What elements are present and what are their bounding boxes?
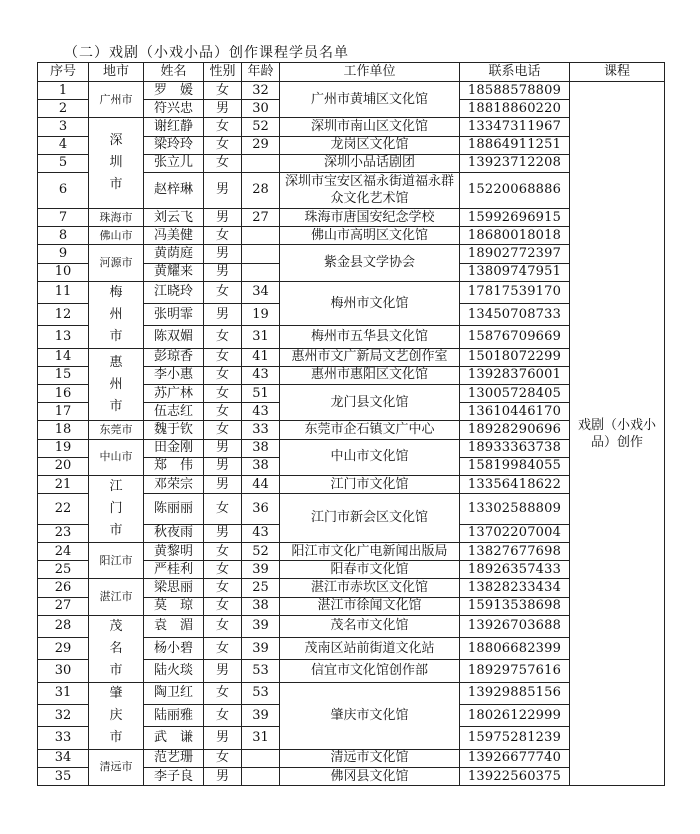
city-cell: 清远市: [89, 749, 144, 785]
row-phone: 13356418622: [460, 476, 570, 494]
row-phone: 18806682399: [460, 638, 570, 660]
row-gender: 女: [204, 615, 242, 637]
row-age: 41: [242, 348, 280, 366]
unit-cell: 江门市文化馆: [280, 476, 460, 494]
row-no: 12: [38, 304, 89, 326]
row-name: 刘云飞: [144, 208, 204, 226]
header-phone: 联系电话: [460, 63, 570, 82]
row-phone: 15018072299: [460, 348, 570, 366]
city-cell: 珠海市: [89, 208, 144, 226]
row-no: 3: [38, 118, 89, 136]
row-no: 31: [38, 682, 89, 704]
row-name: 陆火琰: [144, 660, 204, 682]
header-city: 地市: [89, 63, 144, 82]
row-gender: 女: [204, 597, 242, 615]
row-age: 53: [242, 660, 280, 682]
row-age: 31: [242, 727, 280, 749]
row-gender: 女: [204, 136, 242, 154]
row-gender: 男: [204, 172, 242, 208]
row-gender: 男: [204, 100, 242, 118]
row-gender: 女: [204, 118, 242, 136]
row-no: 8: [38, 227, 89, 245]
unit-cell: 茂名市文化馆: [280, 615, 460, 637]
row-age: 44: [242, 476, 280, 494]
row-name: 冯美健: [144, 227, 204, 245]
row-phone: 13926677740: [460, 749, 570, 767]
header-row: [38, 63, 665, 82]
row-age: [242, 227, 280, 245]
row-gender: 女: [204, 421, 242, 439]
row-name: 田金刚: [144, 439, 204, 457]
row-no: 13: [38, 326, 89, 348]
row-age: 34: [242, 281, 280, 303]
unit-cell: 茂南区站前街道文化站: [280, 638, 460, 660]
row-name: 莫 琼: [144, 597, 204, 615]
row-name: 陶卫红: [144, 682, 204, 704]
row-name: 杨小碧: [144, 638, 204, 660]
row-phone: 18926357433: [460, 561, 570, 579]
unit-cell: 梅州市五华县文化馆: [280, 326, 460, 348]
row-no: 6: [38, 172, 89, 208]
row-phone: 13929885156: [460, 682, 570, 704]
row-name: 伍志红: [144, 403, 204, 421]
row-name: 谢红静: [144, 118, 204, 136]
row-age: 29: [242, 136, 280, 154]
row-phone: 18026122999: [460, 705, 570, 727]
row-phone: 15819984055: [460, 457, 570, 475]
row-phone: 13923712208: [460, 154, 570, 172]
row-phone: 18933363738: [460, 439, 570, 457]
row-name: 黄耀来: [144, 263, 204, 281]
row-phone: 15220068886: [460, 172, 570, 208]
header-name: 姓名: [144, 63, 204, 82]
row-phone: 15992696915: [460, 208, 570, 226]
unit-cell: 东莞市企石镇文广中心: [280, 421, 460, 439]
unit-cell: 江门市新会区文化馆: [280, 494, 460, 543]
row-name: 郑 伟: [144, 457, 204, 475]
row-name: 陈丽丽: [144, 494, 204, 525]
unit-cell: 中山市文化馆: [280, 439, 460, 475]
row-age: 19: [242, 304, 280, 326]
row-phone: 18680018018: [460, 227, 570, 245]
table-row: [38, 82, 665, 100]
unit-cell: 深圳市宝安区福永街道福永群众文化艺术馆: [280, 172, 460, 208]
row-gender: 男: [204, 439, 242, 457]
row-name: 张立儿: [144, 154, 204, 172]
city-cell: 江 门 市: [89, 476, 144, 543]
row-no: 34: [38, 749, 89, 767]
row-name: 黄黎明: [144, 543, 204, 561]
row-age: 38: [242, 457, 280, 475]
row-gender: 女: [204, 403, 242, 421]
row-gender: 女: [204, 749, 242, 767]
row-gender: 女: [204, 561, 242, 579]
header-gender: 性别: [204, 63, 242, 82]
row-age: [242, 263, 280, 281]
row-gender: 女: [204, 385, 242, 403]
unit-cell: 惠州市惠阳区文化馆: [280, 366, 460, 384]
city-cell: 深 圳 市: [89, 118, 144, 209]
row-no: 33: [38, 727, 89, 749]
row-phone: 15913538698: [460, 597, 570, 615]
city-cell: 惠 州 市: [89, 348, 144, 421]
row-phone: 13809747951: [460, 263, 570, 281]
row-no: 4: [38, 136, 89, 154]
row-age: 39: [242, 705, 280, 727]
row-age: 51: [242, 385, 280, 403]
row-name: 陆丽雅: [144, 705, 204, 727]
row-name: 张明霏: [144, 304, 204, 326]
header-age: 年龄: [242, 63, 280, 82]
row-gender: 女: [204, 154, 242, 172]
row-age: 53: [242, 682, 280, 704]
row-gender: 男: [204, 457, 242, 475]
unit-cell: 清远市文化馆: [280, 749, 460, 767]
row-no: 19: [38, 439, 89, 457]
unit-cell: 紫金县文学协会: [280, 245, 460, 281]
row-no: 30: [38, 660, 89, 682]
row-name: 范艺珊: [144, 749, 204, 767]
unit-cell: 珠海市唐国安纪念学校: [280, 208, 460, 226]
city-cell: 东莞市: [89, 421, 144, 439]
row-age: 36: [242, 494, 280, 525]
row-no: 7: [38, 208, 89, 226]
row-gender: 男: [204, 660, 242, 682]
row-gender: 女: [204, 579, 242, 597]
row-age: 52: [242, 543, 280, 561]
unit-cell: 信宜市文化馆创作部: [280, 660, 460, 682]
row-age: 39: [242, 615, 280, 637]
row-phone: 17817539170: [460, 281, 570, 303]
row-gender: 男: [204, 304, 242, 326]
unit-cell: 肇庆市文化馆: [280, 682, 460, 749]
row-name: 武 谦: [144, 727, 204, 749]
row-no: 10: [38, 263, 89, 281]
row-age: 39: [242, 561, 280, 579]
unit-cell: 佛山市高明区文化馆: [280, 227, 460, 245]
unit-cell: 广州市黄埔区文化馆: [280, 82, 460, 118]
row-no: 17: [38, 403, 89, 421]
city-cell: 湛江市: [89, 579, 144, 615]
row-phone: 13926703688: [460, 615, 570, 637]
row-phone: 15975281239: [460, 727, 570, 749]
row-name: 符兴忠: [144, 100, 204, 118]
course-cell: 戏剧（小戏小品）创作: [570, 82, 665, 786]
unit-cell: 梅州市文化馆: [280, 281, 460, 326]
row-gender: 男: [204, 208, 242, 226]
row-no: 18: [38, 421, 89, 439]
row-phone: 13005728405: [460, 385, 570, 403]
row-name: 黄荫庭: [144, 245, 204, 263]
row-name: 秋夜雨: [144, 524, 204, 542]
row-gender: 女: [204, 366, 242, 384]
row-age: 28: [242, 172, 280, 208]
row-phone: 13302588809: [460, 494, 570, 525]
row-phone: 18588578809: [460, 82, 570, 100]
row-age: [242, 767, 280, 785]
unit-cell: 阳春市文化馆: [280, 561, 460, 579]
city-cell: 佛山市: [89, 227, 144, 245]
row-no: 35: [38, 767, 89, 785]
row-no: 23: [38, 524, 89, 542]
row-no: 1: [38, 82, 89, 100]
row-age: 38: [242, 439, 280, 457]
row-no: 14: [38, 348, 89, 366]
row-age: 52: [242, 118, 280, 136]
row-no: 15: [38, 366, 89, 384]
row-name: 袁 湄: [144, 615, 204, 637]
row-phone: 13347311967: [460, 118, 570, 136]
row-no: 27: [38, 597, 89, 615]
row-gender: 女: [204, 705, 242, 727]
row-phone: 18864911251: [460, 136, 570, 154]
row-no: 29: [38, 638, 89, 660]
row-phone: 18818860220: [460, 100, 570, 118]
row-phone: 13922560375: [460, 767, 570, 785]
row-gender: 女: [204, 494, 242, 525]
row-age: [242, 154, 280, 172]
row-age: 31: [242, 326, 280, 348]
row-phone: 13827677698: [460, 543, 570, 561]
row-phone: 13928376001: [460, 366, 570, 384]
row-gender: 男: [204, 727, 242, 749]
row-no: 25: [38, 561, 89, 579]
unit-cell: 湛江市赤坎区文化馆: [280, 579, 460, 597]
row-gender: 女: [204, 82, 242, 100]
city-cell: 肇 庆 市: [89, 682, 144, 749]
student-roster-table: [37, 62, 665, 786]
row-age: 43: [242, 403, 280, 421]
row-name: 陈双媚: [144, 326, 204, 348]
row-age: 33: [242, 421, 280, 439]
row-gender: 男: [204, 263, 242, 281]
row-gender: 女: [204, 682, 242, 704]
header-course: 课程: [570, 63, 665, 82]
row-name: 李小惠: [144, 366, 204, 384]
row-no: 24: [38, 543, 89, 561]
unit-cell: 龙岗区文化馆: [280, 136, 460, 154]
row-gender: 男: [204, 245, 242, 263]
row-phone: 13610446170: [460, 403, 570, 421]
unit-cell: 惠州市文广新局文艺创作室: [280, 348, 460, 366]
city-cell: 阳江市: [89, 543, 144, 579]
row-age: 27: [242, 208, 280, 226]
row-no: 16: [38, 385, 89, 403]
row-name: 李子良: [144, 767, 204, 785]
row-no: 11: [38, 281, 89, 303]
row-gender: 女: [204, 638, 242, 660]
row-gender: 男: [204, 524, 242, 542]
row-no: 28: [38, 615, 89, 637]
row-no: 2: [38, 100, 89, 118]
unit-cell: 阳江市文化广电新闻出版局: [280, 543, 460, 561]
row-no: 5: [38, 154, 89, 172]
row-name: 苏广林: [144, 385, 204, 403]
row-phone: 13828233434: [460, 579, 570, 597]
unit-cell: 龙门县文化馆: [280, 385, 460, 421]
row-gender: 女: [204, 348, 242, 366]
row-gender: 女: [204, 281, 242, 303]
row-name: 赵梓琳: [144, 172, 204, 208]
row-phone: 13450708733: [460, 304, 570, 326]
unit-cell: 湛江市徐闻文化馆: [280, 597, 460, 615]
row-age: [242, 245, 280, 263]
city-cell: 茂 名 市: [89, 615, 144, 682]
row-no: 22: [38, 494, 89, 525]
row-no: 20: [38, 457, 89, 475]
row-no: 32: [38, 705, 89, 727]
row-name: 邓荣宗: [144, 476, 204, 494]
row-age: 32: [242, 82, 280, 100]
city-cell: 梅 州 市: [89, 281, 144, 348]
row-gender: 女: [204, 227, 242, 245]
row-gender: 女: [204, 326, 242, 348]
row-no: 9: [38, 245, 89, 263]
row-gender: 女: [204, 543, 242, 561]
row-phone: 18928290696: [460, 421, 570, 439]
row-gender: 男: [204, 767, 242, 785]
unit-cell: 深圳小品话剧团: [280, 154, 460, 172]
row-age: 39: [242, 638, 280, 660]
row-name: 江晓玲: [144, 281, 204, 303]
row-name: 彭琼香: [144, 348, 204, 366]
row-age: 25: [242, 579, 280, 597]
row-name: 罗 媛: [144, 82, 204, 100]
row-age: 38: [242, 597, 280, 615]
unit-cell: 深圳市南山区文化馆: [280, 118, 460, 136]
row-name: 梁思丽: [144, 579, 204, 597]
row-phone: 18902772397: [460, 245, 570, 263]
row-phone: 13702207004: [460, 524, 570, 542]
row-phone: 18929757616: [460, 660, 570, 682]
row-phone: 15876709669: [460, 326, 570, 348]
row-name: 魏于钦: [144, 421, 204, 439]
row-age: 43: [242, 366, 280, 384]
table-title: （二）戏剧（小戏小品）创作课程学员名单: [64, 45, 349, 61]
header-unit: 工作单位: [280, 63, 460, 82]
row-age: [242, 749, 280, 767]
row-age: 43: [242, 524, 280, 542]
row-age: 30: [242, 100, 280, 118]
row-name: 严桂利: [144, 561, 204, 579]
city-cell: 河源市: [89, 245, 144, 281]
row-gender: 男: [204, 476, 242, 494]
row-no: 26: [38, 579, 89, 597]
unit-cell: 佛冈县文化馆: [280, 767, 460, 785]
row-name: 梁玲玲: [144, 136, 204, 154]
row-no: 21: [38, 476, 89, 494]
header-no: 序号: [38, 63, 89, 82]
city-cell: 广州市: [89, 82, 144, 118]
city-cell: 中山市: [89, 439, 144, 475]
